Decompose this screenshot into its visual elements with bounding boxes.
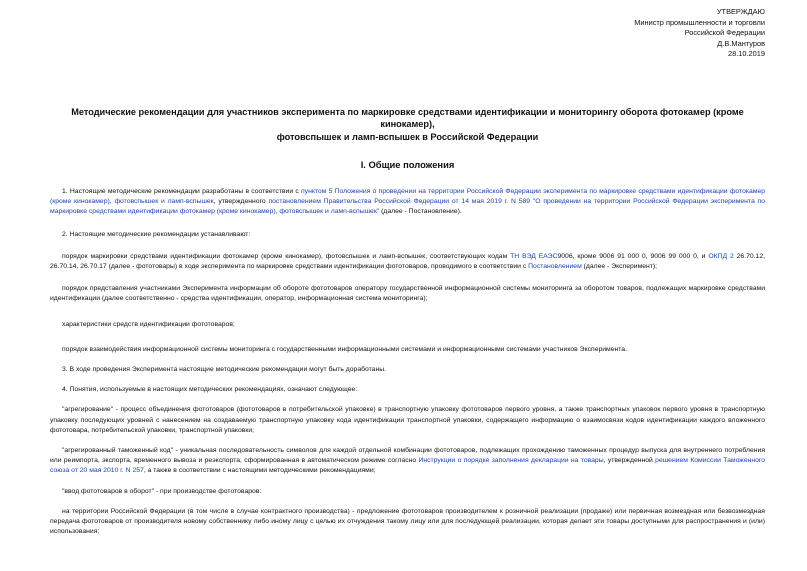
paragraph-2: 2. Настоящие методические рекомендации устанавливают: xyxy=(62,230,251,238)
link-customs-union-decision-257[interactable]: решением Комиссии Таможенного союза от 20 мая 2010 г. N 257 xyxy=(50,457,765,475)
approval-position: Министр промышленности и торговли xyxy=(634,17,765,27)
paragraph-3-text: порядок маркировки средствами идентификации фотокамер (кроме кинокамер), фотовспышек и ламп-вспышек, соответствующих кодам xyxy=(62,252,511,260)
paragraph-10-text-3: , а также в соответствии с настоящими методическими рекомендациями; xyxy=(143,467,376,475)
approval-country: Российской Федерации xyxy=(684,28,765,38)
link-regulation-point-5[interactable]: пунктом 5 Положения о проведении на территории Российской Федерации эксперимента по маркировке средствами идентификации фотокамер (кроме кинокамер), фотовспышек и ламп-вспышек xyxy=(50,188,765,206)
paragraph-11: "ввод фототоваров в оборот" - при производстве фототоваров: xyxy=(62,487,262,495)
approval-block xyxy=(634,7,765,60)
document-title-line-2: фотовспышек и ламп-вспышек в Российской Федерации xyxy=(276,131,539,142)
approval-date: 28.10.2019 xyxy=(728,49,765,59)
section-title: I. Общие положения xyxy=(360,159,455,170)
document-title-line-1: Методические рекомендации для участников эксперимента по маркировке средствами идентификации и мониторингу оборота фотокамер (кроме кинокамер), xyxy=(71,107,744,130)
paragraph-1-text-3: (далее - Постановление). xyxy=(379,208,462,216)
paragraph-7: 3. В ходе проведения Эксперимента настоящие методические рекомендации могут быть доработаны. xyxy=(62,366,386,374)
link-government-decree-589[interactable]: постановлением Правительства Российской Федерации от 14 мая 2019 г. N 589 "О проведении на территории Российской Федерации эксперимента по маркировке средствами идентификации фотокамер (кроме кинокамер), фотовспышек и ламп-вспышек" xyxy=(50,198,766,216)
paragraph-3 xyxy=(50,252,765,272)
paragraph-10-text-2: , утвержденной xyxy=(603,457,656,465)
paragraph-8: 4. Понятия, используемые в настоящих методических рекомендациях, означают следующее: xyxy=(62,386,358,394)
paragraph-1 xyxy=(50,187,765,218)
document-title xyxy=(50,106,765,143)
paragraph-1-text: 1. Настоящие методические рекомендации разработаны в соответствии с xyxy=(62,188,301,195)
paragraph-1-text-2: , утвержденного xyxy=(213,198,269,206)
link-declaration-instruction[interactable]: Инструкции о порядке заполнения декларации на товары xyxy=(418,457,604,465)
paragraph-4: порядок представления участниками Эксперимента информации об обороте фототоваров оператору государственной информационной системы мониторинга за оборотом товаров, подлежащих маркировке средствами идентификации (далее соответственно - средства идентификации, оператор, информационная система мониторинга); xyxy=(50,285,765,303)
paragraph-10-text: "агрегированный таможенный код" - уникальная последовательность символов для каждой отдельной комбинации фототоваров, подлежащих прохождению таможенных процедур выпуска для внутреннего потребления или реимпорта, экспорта, временного вывоза и реэкспорта, сформированная в автоматическом режиме согласно xyxy=(50,447,765,465)
paragraph-3-text-3: 26.70.12, 26.70.14, 26.70.17 (далее - фототовары) в ходе эксперимента по маркировке средствами идентификации фототоваров, проводимого в соответствии с xyxy=(50,252,765,271)
link-okpd2[interactable]: ОКПД 2 xyxy=(708,252,734,260)
document-body xyxy=(50,187,765,537)
approval-signer: Д.В.Мантуров xyxy=(717,38,765,48)
link-decree[interactable]: Постановлением xyxy=(528,263,582,271)
paragraph-3-text-4: (далее - Эксперимент); xyxy=(581,263,658,271)
paragraph-3-text-2: 9006, кроме 9006 91 000 0, 9006 99 000 0, и xyxy=(557,252,709,260)
link-tn-ved[interactable]: ТН ВЭД ЕАЭС xyxy=(510,252,558,260)
paragraph-10 xyxy=(50,446,765,477)
paragraph-12: на территории Российской Федерации (в том числе в случае контрактного производства) - предложение фототоваров производителем к розничной реализации (продаже) или первичная возмездная или безвозмездная передача фототоваров от производителя новому собственнику либо иному лицу с целью их отчуждения такому лицу или для последующей реализации, которая делает эти товары доступными для распространения и (или) использования; xyxy=(50,507,765,536)
approval-heading: УТВЕРЖДАЮ xyxy=(716,7,765,16)
paragraph-6: порядок взаимодействия информационной системы мониторинга с государственными информационными системами и информационными системами участников Эксперимента. xyxy=(62,345,627,353)
paragraph-9: "агрегирование" - процесс объединения фототоваров (фототоваров в потребительской упаковке) в транспортную упаковку фототоваров первого уровня, а также транспортных упаковок первого уровня в транспортную упаковку последующих уровней с нанесением на создаваемую транспортную упаковку кода идентификации транспортной упаковки, содержащего информацию о взаимосвязи кодов идентификации каждого вложенного фототовара, потребительской упаковки, транспортной упаковки; xyxy=(50,406,765,434)
paragraph-5: характеристики средств идентификации фототоваров; xyxy=(62,320,235,328)
